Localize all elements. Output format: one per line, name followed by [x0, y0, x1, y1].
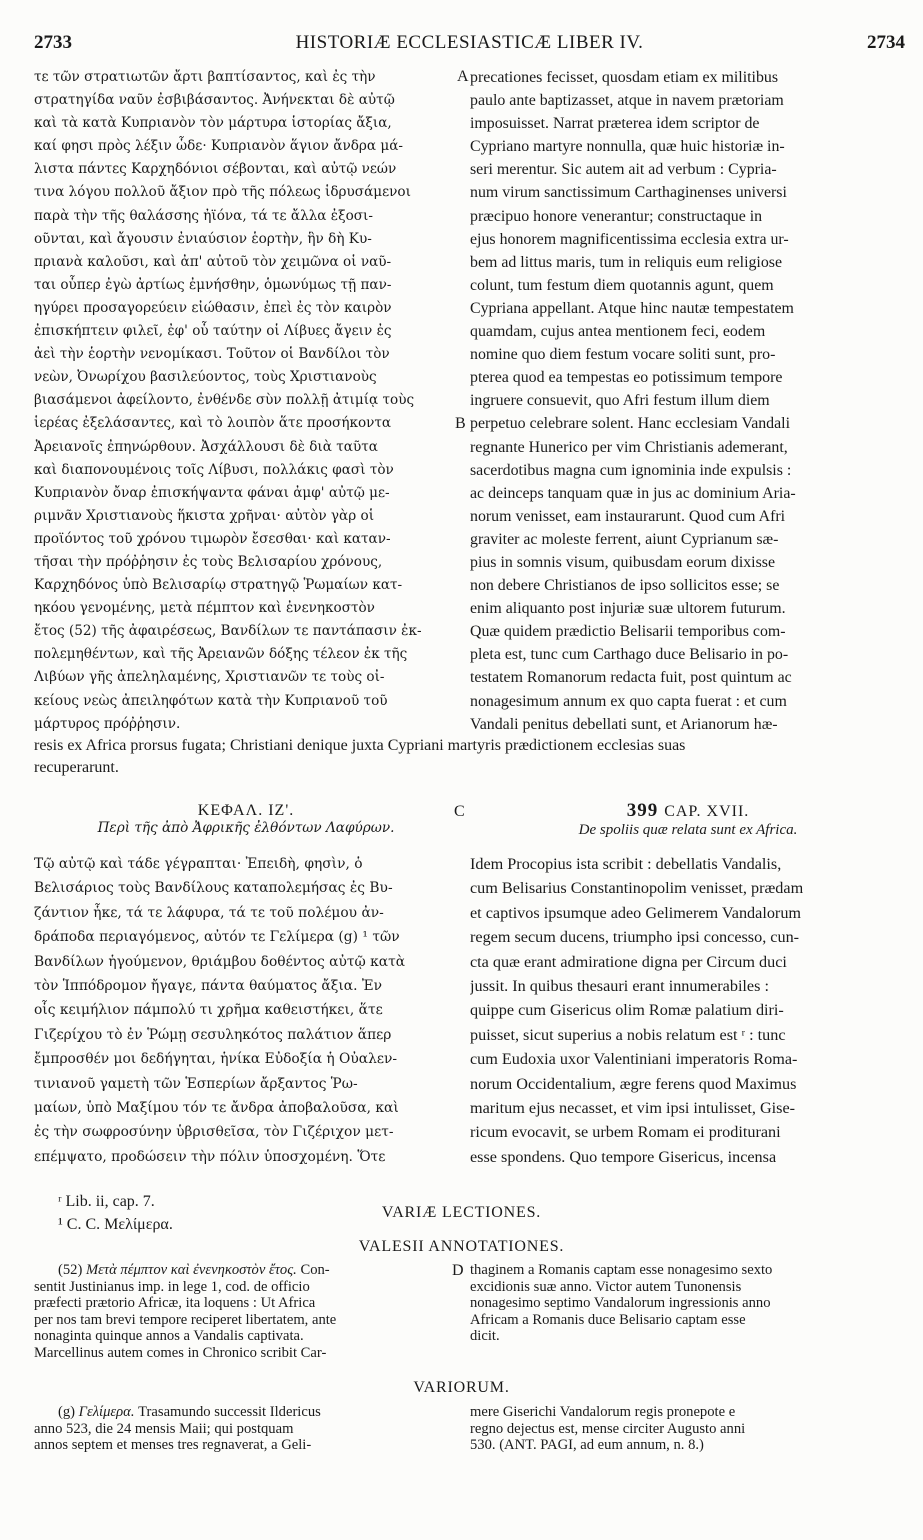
latin-text-line: ac deinceps tanquam quæ in jus ac dominium Aria-: [470, 484, 796, 502]
latin-chapter-subtitle: De spoliis quæ relata sunt ex Africa.: [578, 822, 798, 838]
footnote-1: ¹ C. C. Μελίμερα.: [58, 1216, 173, 1233]
greek-text-line: πολεμηθέντων, καὶ τῆς Ἀρειανῶν δόξης τέλεον ἐκ τῆς: [34, 646, 408, 663]
latin-text-line: cum Eudoxia uxor Valentiniani imperatoris Roma-: [470, 1050, 798, 1069]
latin-text-line: imposuisset. Narrat præterea idem scriptor de: [470, 115, 760, 133]
latin-text-line: perpetuo celebrare solent. Hanc ecclesiam Vandali: [470, 415, 791, 433]
latin-text-line: ricum evocavit, se urbem Romam ei proditurani: [470, 1123, 781, 1142]
latin-text-line: norum venisset, eam instaurarunt. Quod cum Afri: [470, 507, 786, 525]
greek-text-line: Καρχηδόνος ὑπὸ Βελισαρίῳ στρατηγῷ Ῥωμαίων κατ-: [34, 577, 403, 594]
greek-text-line: Βανδίλων ἡγούμενον, θριάμβου δοθέντος αὐτῷ κατὰ: [34, 953, 406, 970]
latin-text-line: colunt, tum festum diem quotannis agunt, quem: [470, 276, 774, 294]
variorum-lemma: Γελίμερα.: [78, 1404, 135, 1420]
greek-text-line: ἔτος (52) τῆς ἀφαιρέσεως, Βανδίλων τε παντάπασιν ἐκ-: [34, 623, 422, 640]
variorum-note-first-line: (g) Γελίμερα. Trasamundo successit Ildericus: [58, 1404, 321, 1420]
section-valesii-annotationes: VALESII ANNOTATIONES.: [358, 1238, 565, 1255]
latin-text-line: quamdam, cujus antea mentionem feci, eodem: [470, 323, 766, 341]
greek-text-line: τῆσαι τὴν πρόῤῥησιν ἐς τοὺς Βελισαρίου χρόνους,: [34, 553, 383, 570]
note-line: sentit Justinianus imp. in lege 1, cod. de officio: [34, 1278, 310, 1295]
greek-text-line: Λιβύων γῆς ἀπεληλαμένης, Χριστιανῶν τε τοὺς οἰ-: [34, 669, 385, 686]
valesii-note-left-lines: [34, 1279, 452, 1362]
left-page-number: 2733: [34, 32, 72, 53]
latin-chapter-title: CAP. XVII.: [664, 803, 750, 820]
greek-text-line: Τῷ αὐτῷ καὶ τάδε γέγραπται· Ἐπειδὴ, φησὶν, ὁ: [34, 856, 363, 872]
variorum-note-left: [34, 1404, 452, 1454]
greek-text-line: δράποδα περιαγόμενος, αὐτόν τε Γελίμερα (g) ¹ τῶν: [34, 929, 400, 946]
greek-chapter-title: ΚΕΦΑΛ. ΙΖ'.: [197, 802, 295, 819]
greek-text-line: παρὰ τὴν τῆς θαλάσσης ἠϊόνα, τά τε ἄλλα ἐξοσι-: [34, 207, 373, 224]
greek-text-line: καὶ τὰ κατὰ Κυπριανὸν τὸν μάρτυρα ἱστορίας ἄξια,: [34, 115, 392, 132]
latin-text-line: quippe cum Gisericus olim Romæ palatium diri-: [470, 1001, 784, 1020]
note-line: Africam a Romanis duce Belisario captam esse: [470, 1311, 746, 1328]
note-line: anno 523, die 24 mensis Maii; qui postquam: [34, 1420, 294, 1437]
latin-text-line: non debere Christianos de ipso sollicitos esse; se: [470, 577, 780, 595]
note-line: nonagesimo septimo Vandalorum ingressionis anno: [470, 1295, 771, 1312]
latin-text-line: pius in somnis visum, quibusdam eorum dixisse: [470, 553, 776, 571]
note-line: thaginem a Romanis captam esse nonagesimo sexto: [470, 1262, 773, 1278]
valesii-lemma: Μετὰ πέμπτον καὶ ἐνενηκοστὸν ἔτος.: [85, 1262, 297, 1278]
greek-text-line: επέμψατο, προδώσειν τὴν πόλιν ὑποσχομένη. Ὅτε: [34, 1148, 386, 1165]
note-line: per nos tam brevi tempore reciperet libertatem, ante: [34, 1311, 337, 1328]
latin-text-line: regem secum ducens, triumpho ipsi concesso, cun-: [470, 928, 800, 947]
greek-text-line: καί φησι πρὸς λέξιν ὧδε· Κυπριανὸν ἅγιον ἄνδρα μά-: [34, 138, 403, 155]
latin-text-line: enim aliquanto post injuriæ suæ ultorem futurum.: [470, 600, 786, 618]
greek-text-line: Γιζερίχου τὸ ἐν Ῥώμῃ σεσυληκότος παλάτιον ἅπερ: [34, 1026, 392, 1043]
greek-text-line: τινα λόγου πολλοῦ ἄξιον πρὸ τῆς πόλεως ἱδρυσάμενοι: [34, 184, 411, 201]
greek-text-line: ται οὗπερ ἐγὼ ἀρτίως ἐμνήσθην, ὁμωνύμως τῇ παν-: [34, 276, 392, 293]
full-width-line: resis ex Africa prorsus fugata; Christiani denique juxta Cypriani martyris prædictionem ecclesias suas: [34, 737, 686, 754]
right-page-number: 2734: [867, 32, 905, 53]
latin-text-line: sacerdotibus magna cum ignominia inde expulsis :: [470, 461, 792, 479]
latin-chapter-number: 399: [626, 800, 659, 821]
note-line: præfecti prætorio Africæ, ita loquens : Ut Africa: [34, 1295, 316, 1312]
note-line: nonaginta quinque annos a Vandalis captivata.: [34, 1328, 304, 1345]
latin-text-top: [470, 66, 906, 736]
latin-column-chapter: [470, 852, 906, 1169]
latin-text-line: puisset, sicut superius a nobis relatum est ʳ : tunc: [470, 1025, 786, 1044]
latin-text-line: graviter ac moleste ferrent, aiunt Cyprianum sæ-: [470, 530, 779, 548]
latin-text-line: pleta est, tunc cum Carthago duce Belisario in po-: [470, 646, 789, 664]
greek-text-line: ἀεὶ τὴν ἑορτὴν νενομίκασι. Τοῦτον οἱ Βανδίλοι τὸν: [34, 346, 390, 363]
note-line: mere Giserichi Vandalorum regis pronepote e: [470, 1404, 736, 1420]
latin-text-line: Cypriana appellant. Atque hinc nautæ tempestatem: [470, 299, 794, 317]
latin-text-line: testatem Romanorum redacta fuit, post quintum ac: [470, 669, 792, 687]
greek-text-top: [34, 66, 458, 736]
latin-text-line: precationes fecisset, quosdam etiam ex militibus: [470, 69, 779, 86]
greek-text-line: ἔμπροσθέν μοι δεδήγηται, ἡνίκα Εὐδοξία ἡ Οὐαλεν-: [34, 1051, 398, 1068]
greek-chapter-heading: [34, 802, 458, 836]
latin-text-line: pterea quod ea tempestas eo potissimum tempore: [470, 369, 783, 387]
latin-text-line: Idem Procopius ista scribit : debellatis Vandalis,: [470, 855, 782, 873]
latin-text-line: regnante Hunerico per vim Christianis ademerant,: [470, 438, 788, 456]
footnote-r: ʳ Lib. ii, cap. 7.: [58, 1193, 155, 1210]
column-marker-b: B: [455, 415, 466, 432]
latin-text-line: num virum sanctissimum Carthaginenses universi: [470, 184, 787, 202]
greek-text-line: Ἀρειανοῖς ἐπηνώρθουν. Ἀσχάλλουσι δὲ διὰ ταῦτα: [34, 438, 378, 455]
variorum-note-left-lines: [34, 1421, 452, 1454]
valesii-note-right-lines: [470, 1262, 906, 1345]
greek-text-line: οῦνται, καὶ ἄγουσιν ἐνιαύσιον ἑορτὴν, ἣν δὴ Κυ-: [34, 230, 372, 247]
latin-text-line: præcipuo honore venerantur; constructaque in: [470, 207, 763, 225]
latin-text-line: ingruere consuevit, quo Afri festum illum diem: [470, 392, 770, 410]
note-line: 530. (ANT. PAGI, ad eum annum, n. 8.): [470, 1437, 704, 1454]
greek-text-line: καὶ διαπονουμένοις τοῖς Λίβυσι, πολλάκις φασὶ τὸν: [34, 461, 394, 478]
section-variae-lectiones: VARIÆ LECTIONES.: [381, 1204, 542, 1221]
running-title: HISTORIÆ ECCLESIASTICÆ LIBER IV.: [295, 32, 644, 53]
greek-text-line: ηκόου γενομένης, μετὰ πέμπτον καὶ ἐνενηκοστὸν: [34, 600, 375, 617]
greek-text-line: ἐς τὴν σωφροσύνην ὑβρισθεῖσα, τὸν Γιζέριχον μετ-: [34, 1124, 394, 1141]
greek-text-line: ἱερέας ἐξελάσαντες, καὶ τὸ λοιπὸν ἅτε προσήκοντα: [34, 415, 392, 432]
greek-text-line: προϊόντος τοῦ χρόνου τιμωρὸν ἔσεσθαι· καὶ καταν-: [34, 530, 391, 547]
running-header: [34, 32, 905, 58]
greek-chapter-subtitle: Περὶ τῆς ἀπὸ Ἀφρικῆς ἐλθόντων Λαφύρων.: [97, 820, 395, 836]
note-line: regno dejectus est, mense circiter Augusto anni: [470, 1420, 746, 1437]
latin-text-line: et captivos ipsumque adeo Gelimerem Vandalorum: [470, 903, 802, 922]
latin-text-line: nomine quo diem festum vocare soliti sunt, pro-: [470, 346, 776, 364]
latin-text-line: seri merentur. Sic autem ait ad verbum : Cypria-: [470, 161, 777, 179]
greek-text-line: οἷς κειμήλιον πάμπολύ τι χρῆμα καθειστήκει, ἅτε: [34, 1002, 383, 1019]
valesii-note-left: [34, 1262, 452, 1362]
latin-text-line: Quæ quidem prædictio Belisarii temporibus com-: [470, 623, 786, 641]
latin-text-line: norum Occidentalium, ægre ferens quod Maximus: [470, 1074, 797, 1093]
latin-chapter-heading: [470, 800, 906, 839]
greek-text-line: βιασάμενοι ἀφείλοντο, ἐνθένδε σὺν πολλῇ ἀτιμίᾳ τοὺς: [34, 392, 415, 409]
greek-text-line: ηγύρει προσαγορεύειν εἰώθασιν, ἐπεὶ ἐς τὸν καιρὸν: [34, 299, 392, 316]
latin-text-line: bem ad littus maris, tum in reliquis eum religiose: [470, 253, 783, 271]
greek-text-line: πριανὰ καλοῦσι, καὶ ἀπ' αὐτοῦ τὸν χειμῶνα οἱ ναῦ-: [34, 253, 392, 270]
latin-text-chapter: [470, 852, 906, 1169]
greek-text-line: τινιανοῦ γαμετὴ τῶν Ἑσπερίων ἄρξαντος Ῥω-: [34, 1075, 358, 1092]
greek-text-line: τὸν Ἱππόδρομον ἤγαγε, πάντα θαύματος ἄξια. Ἐν: [34, 978, 383, 995]
variorum-note-right: [470, 1404, 906, 1454]
latin-column-top: [470, 66, 906, 736]
latin-text-line: jussit. In quibus thesauri erant innumerabiles :: [470, 977, 769, 996]
greek-column-top: [34, 66, 458, 736]
greek-text-line: στρατηγίδα ναῦν ἐσβιβάσαντος. Ἀνήνεκται δὲ αὐτῷ: [34, 92, 395, 109]
valesii-note-right: [470, 1262, 906, 1345]
greek-text-line: Κυπριανὸν ὄναρ ἐπισκήψαντα φάναι ἀμφ' αὐτῷ με-: [34, 484, 390, 501]
note-line: dicit.: [470, 1328, 500, 1345]
greek-text-line: νεὼν, Ὀνωρίχου βασιλεύοντος, τοὺς Χριστιανοὺς: [34, 369, 377, 386]
greek-text-line: ζάντιον ἧκε, τά τε λάφυρα, τά τε τοῦ πολέμου ἀν-: [34, 904, 384, 921]
full-width-lines: [34, 735, 906, 779]
latin-text-line: cum Belisarius Constantinopolim venisset, prædam: [470, 879, 804, 898]
note-line: excidionis suæ anno. Victor autem Tunonensis: [470, 1278, 742, 1295]
note-line: annos septem et menses tres regnaverat, a Geli-: [34, 1437, 312, 1454]
greek-text-line: ἐπισκήπτειν φιλεῖ, ἐφ' οὗ ταύτην οἱ Λίβυες ἄγειν ἐς: [34, 323, 392, 340]
latin-text-line: ejus honorem magnificentissima ecclesia extra ur-: [470, 230, 789, 248]
latin-text-line: Cypriano martyre nonnulla, quæ huic historiæ in-: [470, 138, 785, 156]
greek-text-line: τε τῶν στρατιωτῶν ἄρτι βαπτίσαντος, καὶ ἐς τὴν: [34, 69, 376, 85]
greek-column-chapter: [34, 852, 458, 1169]
greek-text-line: Βελισάριος τοὺς Βανδίλους καταπολεμήσας ἐς Βυ-: [34, 880, 393, 897]
latin-text-line: maritum ejus necasset, et vim ipsi intulisset, Gise-: [470, 1099, 796, 1118]
column-marker-d: D: [452, 1262, 464, 1279]
latin-text-line: esse spondens. Quo tempore Gisericus, incensa: [470, 1147, 777, 1166]
latin-text-line: Vandali penitus debellati sunt, et Arianorum hæ-: [470, 715, 778, 733]
valesii-note-first-line: (52) Μετὰ πέμπτον καὶ ἐνενηκοστὸν ἔτος. Con-: [58, 1262, 330, 1278]
variorum-note-right-lines: [470, 1404, 906, 1454]
note-line: Marcellinus autem comes in Chronico scribit Car-: [34, 1344, 327, 1361]
latin-text-line: nonagesimum annum ex quo capta fuerat : et cum: [470, 692, 787, 710]
greek-text-line: ριμνᾶν Χριστιανοὺς ἥκιστα χρῆναι· αὐτὸν γὰρ οἱ: [34, 507, 375, 524]
full-width-line: recuperarunt.: [34, 759, 119, 776]
full-width-text: [34, 735, 906, 779]
greek-text-line: λιστα πάντες Καρχηδόνιοι σέβονται, καὶ αὐτῷ νεών: [34, 161, 397, 178]
latin-text-line: paulo ante baptizasset, atque in navem prætoriam: [470, 92, 784, 110]
section-variorum: VARIORUM.: [413, 1379, 510, 1396]
greek-text-line: κείους νεὼς ἀπειληφότων κατὰ τὴν Κυπριανοῦ τοῦ: [34, 692, 388, 709]
latin-text-line: cta quæ erant admiratione digna per Circum duci: [470, 952, 787, 971]
greek-text-line: μάρτυρος πρόῤῥησιν.: [34, 715, 181, 732]
column-marker-a: A: [457, 68, 469, 85]
column-marker-c: C: [454, 803, 465, 820]
greek-text-chapter: [34, 852, 458, 1169]
greek-text-line: μαίων, ὑπὸ Μαξίμου τόν τε ἄνδρα ἀποβαλοῦσα, καὶ: [34, 1100, 399, 1117]
